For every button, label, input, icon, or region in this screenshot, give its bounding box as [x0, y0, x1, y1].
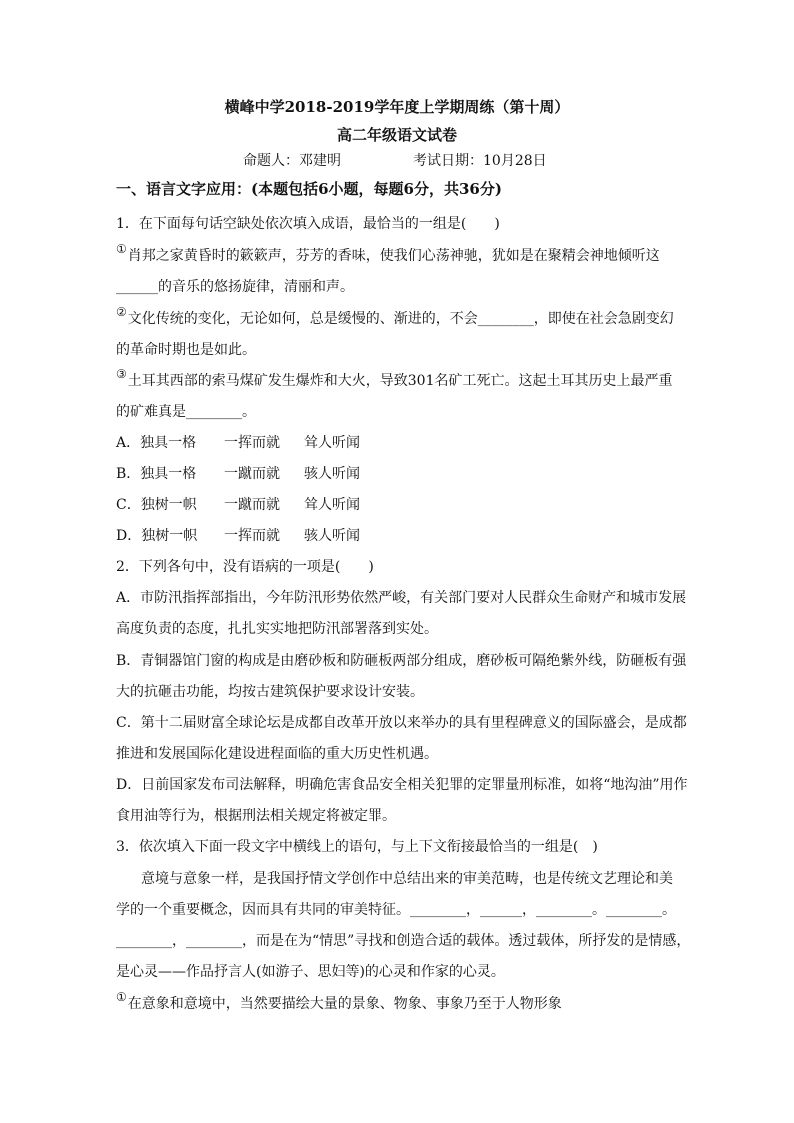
circled-number-3: ③: [116, 367, 127, 381]
q3-passage-line4: 是心灵——作品抒言人(如游子、思妇等)的心灵和作家的心灵。: [116, 964, 505, 980]
q2-option-c-line1: C．第十二届财富全球论坛是成都自改革开放以来举办的具有里程碑意义的国际盛会，是成都: [116, 715, 687, 731]
circled-number-2: ②: [116, 305, 127, 319]
exam-subtitle: 高二年级语文试卷: [336, 126, 457, 144]
q1-option-b: B．独具一格 一蹴而就 骇人听闻: [116, 466, 360, 482]
author-label: 命题人：邓建明: [243, 153, 341, 169]
q1-s3-text: 土耳其西部的索马煤矿发生爆炸和大火，导致301名矿工死亡。这起土耳其历史上最严重: [127, 373, 673, 389]
q1-s2-line2: 的革命时期也是如此。: [116, 342, 256, 358]
q2-option-d-line2: 食用油等行为，根据刑法相关规定将被定罪。: [116, 808, 396, 824]
q1-s1-line2: ______的音乐的悠扬旋律，清丽和声。: [116, 279, 354, 295]
q1-option-d: D．独树一帜 一挥而就 骇人听闻: [116, 528, 360, 544]
q1-stem: 1．在下面每句话空缺处依次填入成语，最恰当的一组是( ): [116, 216, 500, 232]
q1-s3-line2: 的矿难真是________。: [116, 404, 256, 420]
q1-sentence-1: [116, 242, 660, 265]
q3-stem: 3．依次填入下面一段文字中横线上的语句，与上下文衔接最恰当的一组是( ): [116, 839, 598, 855]
q3-item-1-text: 在意象和意境中，当然要描绘大量的景象、物象、事象乃至于人物形象: [127, 996, 562, 1012]
q2-option-a-line2: 高度负责的态度，扎扎实实地把防汛部署落到实处。: [116, 621, 438, 637]
q2-option-b-line1: B．青铜器馆门窗的构成是由磨砂板和防砸板两部分组成，磨砂板可隔绝紫外线，防砸板有强: [116, 653, 687, 669]
section-title: 一、语言文字应用：(本题包括6小题，每题6分，共36分): [116, 180, 502, 198]
q2-option-d-line1: D．日前国家发布司法解释，明确危害食品安全相关犯罪的定罪量刑标准，如将“地沟油”用作: [116, 777, 688, 793]
q1-option-a: A．独具一格 一挥而就 耸人听闻: [116, 435, 360, 451]
q1-sentence-3: [116, 367, 673, 390]
q1-s2-text: 文化传统的变化，无论如何，总是缓慢的、渐进的，不会________，即使在社会急剧变幻: [127, 311, 674, 327]
q1-sentence-2: [116, 305, 674, 328]
circled-number-1: ①: [116, 242, 127, 256]
q3-passage-line2: 学的一个重要概念，因而具有共同的审美特征。________，______，________。________。: [116, 902, 676, 918]
q3-passage-line3: ________，________，而是在为“情思”寻找和创造合适的载体。透过载体，所抒发的是情感，: [116, 933, 691, 949]
date-label: 考试日期：10月28日: [413, 153, 547, 169]
q3-item-1: [116, 990, 562, 1013]
q2-stem: 2．下列各句中，没有语病的一项是( ): [116, 559, 374, 575]
q2-option-b-line2: 大的抗砸击功能，均按古建筑保护要求设计安装。: [116, 684, 424, 700]
q1-s1-text: 肖邦之家黄昏时的簌簌声，芬芳的香味，使我们心荡神驰，犹如是在聚精会神地倾听这: [127, 248, 660, 264]
exam-title: 横峰中学2018-2019学年度上学期周练（第十周）: [224, 98, 570, 116]
q3-passage-line1: 意境与意象一样，是我国抒情文学创作中总结出来的审美范畴，也是传统文艺理论和美: [141, 871, 673, 887]
circled-number-1: ①: [116, 990, 127, 1004]
q2-option-c-line2: 推进和发展国际化建设进程面临的重大历史性机遇。: [116, 746, 438, 762]
q2-option-a-line1: A．市防汛指挥部指出，今年防汛形势依然严峻，有关部门要对人民群众生命财产和城市发展: [116, 590, 687, 606]
q1-option-c: C．独树一帜 一蹴而就 耸人听闻: [116, 497, 360, 513]
